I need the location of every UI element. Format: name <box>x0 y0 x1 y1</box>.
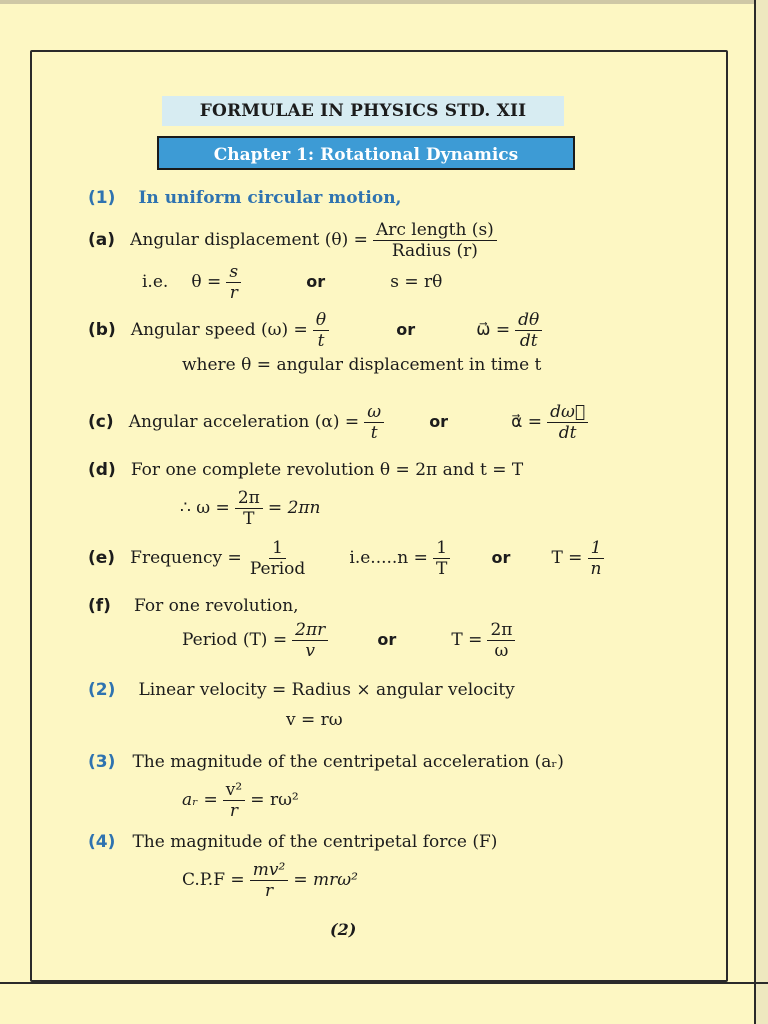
item-e-t-lhs: T = <box>551 548 583 568</box>
item-f-num: 2πr <box>292 620 328 641</box>
item-b-or: or <box>396 320 416 339</box>
item-b-text: Angular speed (ω) = <box>130 320 308 340</box>
item-c-num: ω <box>364 402 384 423</box>
item-a-s-eq: s = rθ <box>390 272 443 292</box>
section-2 <box>88 680 515 700</box>
item-d-num: 2π <box>235 488 263 509</box>
item-c <box>88 402 588 443</box>
item-b <box>88 310 542 351</box>
item-f-t-num: 2π <box>487 620 515 641</box>
item-c-or: or <box>429 412 449 431</box>
item-e-t-den: n <box>590 559 602 579</box>
item-a-ie: i.e. <box>142 272 169 292</box>
item-d-therefore: ∴ ω = <box>180 498 230 518</box>
section-4 <box>88 832 497 852</box>
section-4-text: The magnitude of the centripetal force (F) <box>132 832 498 852</box>
item-e-ie: i.e.....n = <box>349 548 428 568</box>
item-a-theta-eq: θ = <box>191 272 222 292</box>
item-b-vec-num: dθ <box>515 310 542 331</box>
section-1 <box>88 188 401 208</box>
item-f-t-den: ω <box>494 641 509 661</box>
item-a-s-den: r <box>229 283 238 303</box>
document-title: FORMULAE IN PHYSICS STD. XII <box>162 96 564 126</box>
section-4-tail: = mrω² <box>293 870 358 890</box>
section-3-fraction <box>223 780 245 821</box>
item-f <box>88 596 299 616</box>
item-e-n-num: 1 <box>433 538 450 559</box>
top-strip <box>0 0 768 4</box>
section-3-den: r <box>229 801 239 821</box>
item-e-t-fraction <box>588 538 605 579</box>
item-f-text: For one revolution, <box>134 596 299 616</box>
item-d-tail: = 2πn <box>267 498 321 518</box>
item-c-vec-den: dt <box>558 423 577 443</box>
item-f-formula <box>182 620 515 661</box>
item-f-fraction <box>292 620 328 661</box>
item-d <box>88 460 523 480</box>
item-f-period: Period (T) = <box>182 630 288 650</box>
section-1-title: In uniform circular motion, <box>138 188 402 208</box>
item-e-n-den: T <box>436 559 448 579</box>
item-e-t-num: 1 <box>588 538 605 559</box>
item-f-or: or <box>377 630 397 649</box>
item-b-vec-den: dt <box>519 331 538 351</box>
item-b-fraction <box>313 310 329 351</box>
section-4-fraction <box>250 860 289 901</box>
item-f-label: (f) <box>88 596 111 616</box>
section-2-number: (2) <box>88 680 116 700</box>
section-4-num: mv² <box>250 860 289 881</box>
item-b-num: θ <box>313 310 329 331</box>
bottom-edge <box>0 982 768 984</box>
item-c-text: Angular acceleration (α) = <box>128 412 360 432</box>
item-d-den: T <box>243 509 255 529</box>
item-e <box>88 538 604 579</box>
section-3-text: The magnitude of the centripetal acceleration (aᵣ) <box>132 752 564 772</box>
section-4-lhs: C.P.F = <box>182 870 245 890</box>
item-c-label: (c) <box>88 412 114 432</box>
item-d-fraction <box>235 488 263 529</box>
item-b-label: (b) <box>88 320 116 340</box>
section-3 <box>88 752 564 772</box>
item-a <box>88 220 497 261</box>
item-a-s-fraction <box>226 262 241 303</box>
section-4-number: (4) <box>88 832 116 852</box>
item-a-fraction <box>373 220 497 261</box>
section-3-num: v² <box>223 780 245 801</box>
item-e-den: Period <box>249 559 306 579</box>
section-3-number: (3) <box>88 752 116 772</box>
item-a-text: Angular displacement (θ) = <box>130 230 368 250</box>
item-a-s-num: s <box>226 262 241 283</box>
section-2-formula: v = rω <box>286 710 343 730</box>
item-d-text: For one complete revolution θ = 2π and t = T <box>130 460 524 480</box>
item-b-where: where θ = angular displacement in time t <box>182 355 542 375</box>
item-f-den: v <box>305 641 316 661</box>
item-c-fraction <box>364 402 384 443</box>
item-d-label: (d) <box>88 460 116 480</box>
item-a-label: (a) <box>88 230 116 250</box>
page-number: (2) <box>330 920 357 939</box>
adjacent-page-edge <box>754 0 768 1024</box>
section-3-tail: = rω² <box>250 790 299 810</box>
item-b-vec-lhs: ω⃗ = <box>476 320 511 340</box>
item-a-numerator: Arc length (s) <box>373 220 497 241</box>
item-b-den: t <box>317 331 325 351</box>
item-d-formula <box>180 488 321 529</box>
item-a-denominator: Radius (r) <box>391 241 478 261</box>
item-c-vec-lhs: α⃗ = <box>511 412 543 432</box>
item-b-vec-fraction <box>515 310 542 351</box>
chapter-banner: Chapter 1: Rotational Dynamics <box>157 136 575 170</box>
item-e-n-fraction <box>433 538 450 579</box>
section-2-text: Linear velocity = Radius × angular velocity <box>138 680 515 700</box>
item-a-or: or <box>306 272 326 291</box>
item-e-label: (e) <box>88 548 116 568</box>
item-e-text: Frequency = <box>130 548 242 568</box>
item-f-t-fraction <box>487 620 515 661</box>
item-c-vec-fraction <box>547 402 588 443</box>
item-e-num: 1 <box>269 538 286 559</box>
section-4-formula <box>182 860 358 901</box>
section-4-den: r <box>264 881 274 901</box>
section-3-lhs: aᵣ = <box>182 790 218 810</box>
section-1-number: (1) <box>88 188 116 208</box>
item-f-t-lhs: T = <box>451 630 483 650</box>
section-3-formula <box>182 780 299 821</box>
item-c-den: t <box>370 423 378 443</box>
item-e-or: or <box>491 548 511 567</box>
item-e-fraction <box>247 538 308 579</box>
item-c-vec-num: dω⃗ <box>547 402 588 423</box>
item-a-ie-line <box>142 262 442 303</box>
